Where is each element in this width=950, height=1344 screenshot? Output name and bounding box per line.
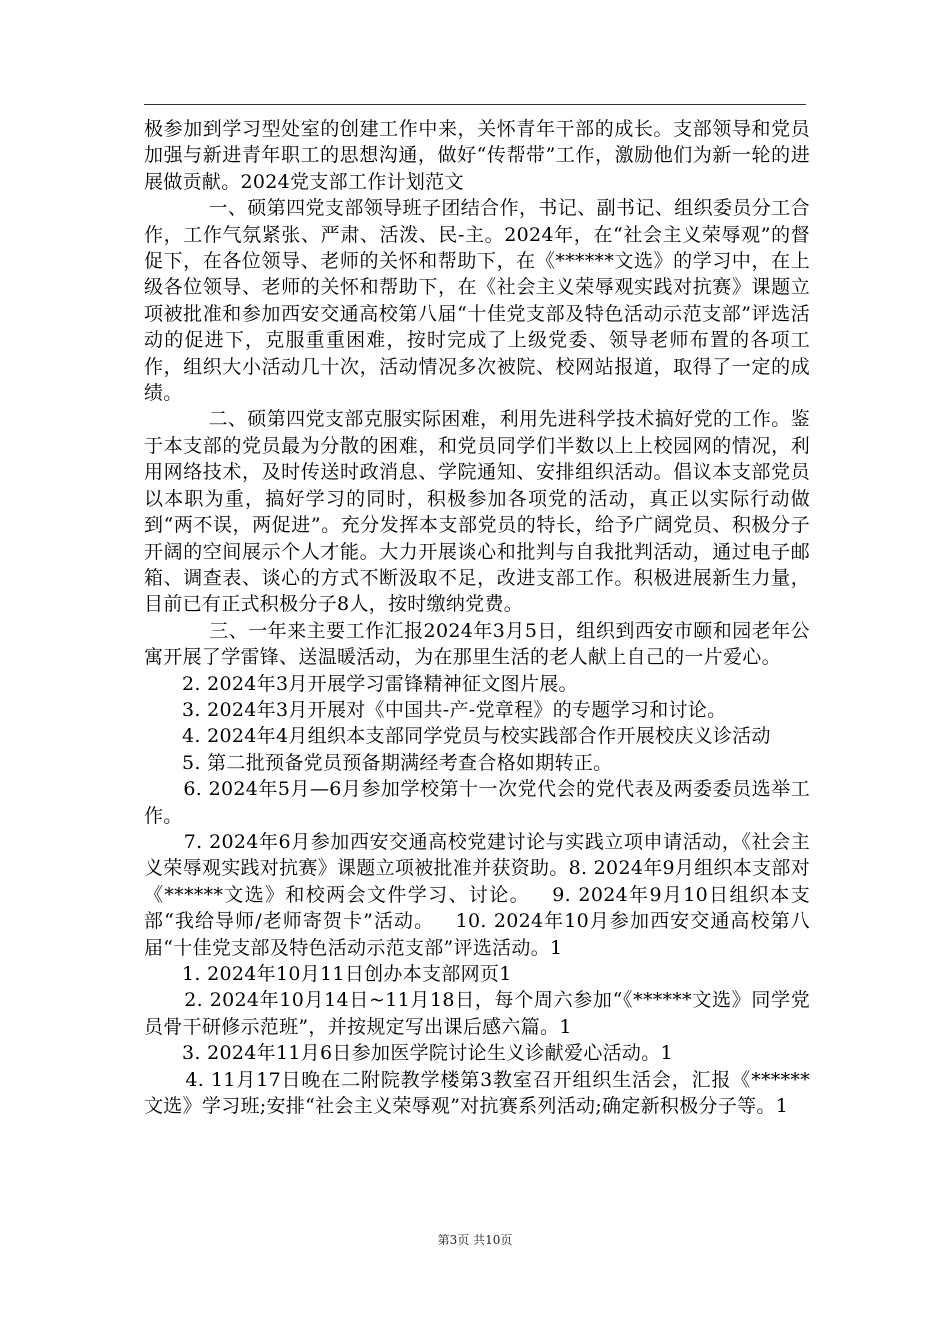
document-body	[144, 116, 810, 1119]
paragraph-section-3: 三、一年来主要工作汇报2024年3月5日，组织到西安市颐和园老年公寓开展了学雷锋、送温暖活动，为在那里生活的老人献上自己的一片爱心。	[144, 619, 810, 669]
list-item: 6. 2024年5月—6月参加学校第十一次党代会的党代表及两委委员选举工作。	[144, 778, 811, 827]
list-item: 5. 第二批预备党员预备期满经考查合格如期转正。	[144, 751, 613, 774]
list-item: 4. 2024年4月组织本支部同学党员与校实践部合作开展校庆义诊活动	[144, 725, 771, 748]
page-number-footer: 第3页 共10页	[437, 1233, 513, 1247]
list-item: 1. 2024年10月11日创办本支部网页1	[144, 963, 512, 985]
list-item: 2. 2024年10月14日~11月18日，每个周六参加“《******文选》同学党员骨干研修示范班”，并按规定写出课后感六篇。1	[144, 989, 810, 1038]
list-item: 3. 2024年3月开展对《中国共-产-党章程》的专题学习和讨论。	[144, 698, 727, 721]
list-item: 3. 2024年11月6日参加医学院讨论生义诊献爱心活动。1	[144, 1042, 673, 1065]
list-item: 7. 2024年6月参加西安交通高校党建讨论与实践立项申请活动，《社会主义荣辱观实践对抗赛》课题立项被批准并获资助。8. 2024年9月组织本支部对《******文选》和校两会文件学习、讨论。 9. 2024年9月10日组织本支部“我给导师/老师寄贺卡”活动。 10. 2024年10月参加西安交通高校第八届“十佳党支部及特色活动示范支部”评选活动。1	[144, 830, 811, 959]
paragraph-intro: 极参加到学习型处室的创建工作中来，关怀青年干部的成长。支部领导和党员加强与新进青年职工的思想沟通，做好“传帮带”工作，激励他们为新一轮的进展做贡献。2024党支部工作计划范文	[144, 118, 810, 193]
paragraph-section-1: 一、硕第四党支部领导班子团结合作，书记、副书记、组织委员分工合作，工作气氛紧张、严肃、活泼、民-主。2024年，在“社会主义荣辱观”的督促下，在各位领导、老师的关怀和帮助下，在《******文选》的学习中，在上级各位领导、老师的关怀和帮助下，在《社会主义荣辱观实践对抗赛》课题立项被批准和参加西安交通高校第八届“十佳党支部及特色活动示范支部”评选活动的促进下，克服重重困难，按时完成了上级党委、领导老师布置的各项工作，组织大小活动几十次，活动情况多次被院、校网站报道，取得了一定的成绩。	[144, 197, 810, 405]
list-item: 4. 11月17日晚在二附院教学楼第3教室召开组织生活会，汇报《******文选》学习班;安排“社会主义荣辱观”对抗赛系列活动;确定新积极分子等。1	[144, 1068, 810, 1118]
header-rule	[144, 104, 806, 105]
list-item: 2. 2024年3月开展学习雷锋精神征文图片展。	[144, 672, 578, 695]
paragraph-section-2: 二、硕第四党支部克服实际困难，利用先进科学技术搞好党的工作。鉴于本支部的党员最为分散的困难，和党员同学们半数以上上校园网的情况，利用网络技术，及时传送时政消息、学院通知、安排组织活动。倡议本支部党员以本职为重，搞好学习的同时，积极参加各项党的活动，真正以实际行动做到“两不误，两促进”。充分发挥本支部党员的特长，给予广阔党员、积极分子开阔的空间展示个人才能。大力开展谈心和批判与自我批判活动，通过电子邮箱、调查表、谈心的方式不断汲取不足，改进支部工作。积极进展新生力量，目前已有正式积极分子8人，按时缴纳党费。	[144, 408, 810, 616]
